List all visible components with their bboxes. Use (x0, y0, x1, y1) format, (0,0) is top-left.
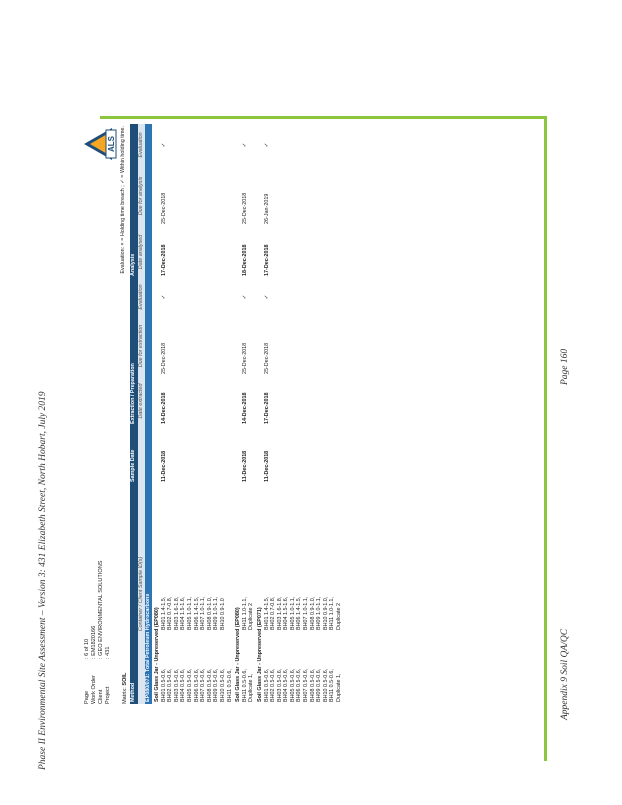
evaluation-legend: Evaluation: × = Holding time breach ; ✓ = Within holding time. (120, 126, 126, 274)
sample-id: BH04 0.5-0.6, (283, 668, 290, 702)
sample-id: BH08 0.9-1.0, (206, 596, 213, 630)
sample-id: BH11 0.5-0.6, (241, 669, 248, 702)
container-header: Container / Client Sample ID(s) (138, 484, 145, 704)
due-extraction: 25-Dec-2018 (263, 342, 270, 374)
check-icon: ✓ (263, 294, 270, 300)
sample-id: BH08 0.5-0.6, (206, 668, 213, 702)
empty-cells (213, 124, 220, 484)
meta-key: Project (105, 686, 111, 704)
sample-id: BH03 0.5-0.6, (276, 668, 283, 702)
table-row (242, 124, 249, 704)
sample-id: BH08 0.5-0.6, (309, 668, 316, 702)
table-row (174, 124, 181, 704)
page-number: Page 160 (560, 348, 570, 385)
table-row (264, 124, 271, 704)
analysis-header: Analysis (130, 124, 138, 278)
empty-cells (329, 124, 336, 484)
blank-header (138, 426, 145, 484)
table-row (283, 124, 290, 704)
section-title: EP080/071: Total Petroleum Hydrocarbons (145, 124, 152, 704)
sample-id: BH09 1.0-1.1, (316, 596, 323, 630)
sample-id: BH09 0.5-0.6, (316, 668, 323, 702)
empty-cells (290, 124, 297, 484)
empty-cells (336, 124, 343, 484)
table-row (296, 124, 303, 704)
sample-id: BH11 0.5-0.6, (226, 669, 233, 702)
table-row (310, 124, 317, 704)
meta-row (84, 560, 91, 704)
empty-cells (323, 124, 330, 484)
holding-time-report (82, 122, 552, 712)
matrix-line (122, 673, 128, 704)
empty-cells (180, 124, 187, 484)
table-row (167, 124, 174, 704)
due-extraction-header: Due for extraction (138, 316, 145, 376)
group-label-row (152, 124, 161, 704)
sample-id: BH06 0.5-0.6, (296, 668, 303, 702)
meta-key: Work Order (91, 675, 97, 704)
date-analysed: 17-Dec-2018 (263, 244, 270, 276)
empty-cells (227, 124, 234, 484)
matrix-label: Matrix: (122, 687, 128, 704)
empty-cells (220, 124, 227, 484)
sample-id: BH05 0.5-0.6, (186, 668, 193, 702)
sample-id: BH06 0.5-0.6, (193, 668, 200, 702)
sample-id: BH09 1.0-1.1, (213, 596, 220, 630)
meta-value: : 6 of 10 (84, 638, 90, 659)
container-label: Soil Glass Jar - Unpreserved (EP080) (235, 607, 242, 702)
container-label: Soil Glass Jar - Unpreserved (EP080) (154, 607, 160, 702)
meta-row (105, 560, 112, 704)
meta-row (91, 560, 98, 704)
empty-cells (167, 124, 174, 484)
due-analysis: 25-Dec-2018 (241, 192, 248, 224)
due-extraction: 25-Dec-2018 (160, 342, 167, 374)
sample-id: BH07 1.0-1.1, (200, 596, 207, 630)
table-row (187, 124, 194, 704)
sample-id: BH11 1.0-1.1, (241, 597, 248, 630)
sample-id: BH09 0.5-0.6, (213, 668, 220, 702)
empty-cells (207, 124, 214, 484)
sample-id: BH07 0.5-0.6, (303, 668, 310, 702)
table-row (161, 124, 168, 704)
sample-id: BH01 1.4-1.5, (160, 596, 167, 630)
empty-cells (200, 124, 207, 484)
empty-cells (277, 124, 284, 484)
logo-text: ALS (107, 136, 116, 152)
sample-id: Duplicate 2 (336, 603, 343, 630)
empty-cells (316, 124, 323, 484)
report-meta (84, 560, 112, 704)
method-header: Method (130, 484, 138, 704)
date-extracted-header: Date extracted (138, 376, 145, 426)
sample-id: BH02 0.7-0.8, (167, 596, 174, 630)
sample-id: BH02 0.7-0.8, (270, 596, 277, 630)
sample-id (227, 484, 234, 632)
appendix-footer: Appendix 9 Soil QA/QC (560, 628, 570, 720)
sample-date: 11-Dec-2018 (241, 450, 248, 482)
empty-cells (194, 124, 201, 484)
sample-date: 11-Dec-2018 (263, 450, 270, 482)
sample-id: BH10 0.9-1.0 (219, 598, 226, 630)
check-icon: ✓ (160, 142, 167, 148)
sample-id: Duplicate 1, (248, 673, 255, 702)
sample-id: BH04 1.5-1.6, (180, 596, 187, 630)
due-analysis: 26-Jan-2019 (263, 193, 270, 224)
table-row (200, 124, 207, 704)
check-icon: ✓ (241, 142, 248, 148)
sample-id: BH11 1.0-1.1, (329, 597, 336, 630)
check-icon: ✓ (241, 294, 248, 300)
groups-body (152, 124, 343, 704)
sample-id: BH04 1.5-1.6, (283, 596, 290, 630)
container-label: Soil Glass Jar - Unpreserved (EP071) (256, 607, 263, 702)
sample-id: BH06 1.4-1.5, (193, 596, 200, 630)
sample-id: BH03 0.5-0.6, (173, 668, 180, 702)
empty-cells (174, 124, 181, 484)
sample-id: BH01 0.5-0.6, (160, 668, 167, 702)
sample-id: BH03 1.6-1.8, (173, 596, 180, 630)
empty-cells (187, 124, 194, 484)
table-row (277, 124, 284, 704)
table-row (303, 124, 310, 704)
table-row (323, 124, 330, 704)
sample-id: BH01 0.5-0.6, (263, 668, 270, 702)
date-extracted: 14-Dec-2018 (160, 392, 167, 424)
sample-id: BH10 0.5-0.6, (219, 668, 226, 702)
sample-id: BH02 0.5-0.6, (167, 668, 174, 702)
meta-value: : 431 (105, 646, 111, 659)
sample-id: BH08 0.9-1.0, (309, 596, 316, 630)
sample-id: BH05 0.5-0.6, (289, 668, 296, 702)
table-row (220, 124, 227, 704)
top-rule (100, 116, 544, 119)
empty-cells (296, 124, 303, 484)
sample-date-header: Sample Date (130, 426, 138, 484)
empty-cells (248, 124, 255, 484)
date-extracted: 14-Dec-2018 (241, 392, 248, 424)
sample-id: Duplicate 2 (248, 603, 255, 630)
table-row (180, 124, 187, 704)
sample-id: BH06 1.4-1.5, (296, 596, 303, 630)
meta-key: Client (98, 689, 104, 704)
due-analysis-header: Due for analysis (138, 166, 145, 226)
meta-key: Page (84, 690, 90, 704)
sample-id: BH07 1.0-1.1, (303, 596, 310, 630)
meta-row (98, 560, 105, 704)
evaluation-header: Evaluation (138, 278, 145, 316)
check-icon: ✓ (263, 142, 270, 148)
sample-id: BH05 1.0-1.1, (289, 596, 296, 630)
sample-id: BH10 0.5-0.6, (322, 668, 329, 702)
table-row (270, 124, 277, 704)
date-analysed: 18-Dec-2018 (241, 244, 248, 276)
table-row (248, 124, 255, 704)
date-analysed: 17-Dec-2018 (160, 244, 167, 276)
sample-id: BH04 0.5-0.6, (180, 668, 187, 702)
date-analysed-header: Date analysed (138, 226, 145, 278)
table-row (329, 124, 336, 704)
sample-date: 11-Dec-2018 (160, 450, 167, 482)
running-header: Phase II Environmental Site Assessment – Version 3: 431 Elizabeth Street, North Hobart, July 2019 (38, 391, 48, 770)
group-label-row (233, 124, 242, 704)
table-row (290, 124, 297, 704)
check-icon: ✓ (160, 294, 167, 300)
sample-id: BH01 1.4-1.5, (263, 596, 270, 630)
sample-id: BH02 0.5-0.6, (270, 668, 277, 702)
sample-id: BH03 1.6-1.8, (276, 596, 283, 630)
meta-value: : GEO ENVIRONMENTAL SOLUTIONS (98, 560, 104, 659)
evaluation2-header: Evaluation (138, 124, 145, 166)
empty-cells (283, 124, 290, 484)
due-analysis: 25-Dec-2018 (160, 192, 167, 224)
group-label-row (255, 124, 264, 704)
table-row (336, 124, 343, 704)
table-row (207, 124, 214, 704)
meta-value: : EM1820166 (91, 625, 97, 659)
due-extraction: 25-Dec-2018 (241, 342, 248, 374)
table-row (213, 124, 220, 704)
sample-id: BH10 0.9-1.0, (322, 596, 329, 630)
als-logo (82, 126, 118, 162)
sample-id: BH11 0.5-0.6, (329, 669, 336, 702)
extraction-header: Extraction / Preparation (130, 278, 138, 426)
empty-cells (303, 124, 310, 484)
table-row (194, 124, 201, 704)
sample-id: Duplicate 1, (336, 673, 343, 702)
matrix-value: SOIL (122, 672, 128, 686)
empty-cells (270, 124, 277, 484)
empty-cells (310, 124, 317, 484)
sample-id: BH05 1.0-1.1, (186, 596, 193, 630)
sample-id: BH07 0.5-0.6, (200, 668, 207, 702)
date-extracted: 17-Dec-2018 (263, 392, 270, 424)
table-row (227, 124, 234, 704)
holding-time-table (130, 124, 343, 704)
table-row (316, 124, 323, 704)
